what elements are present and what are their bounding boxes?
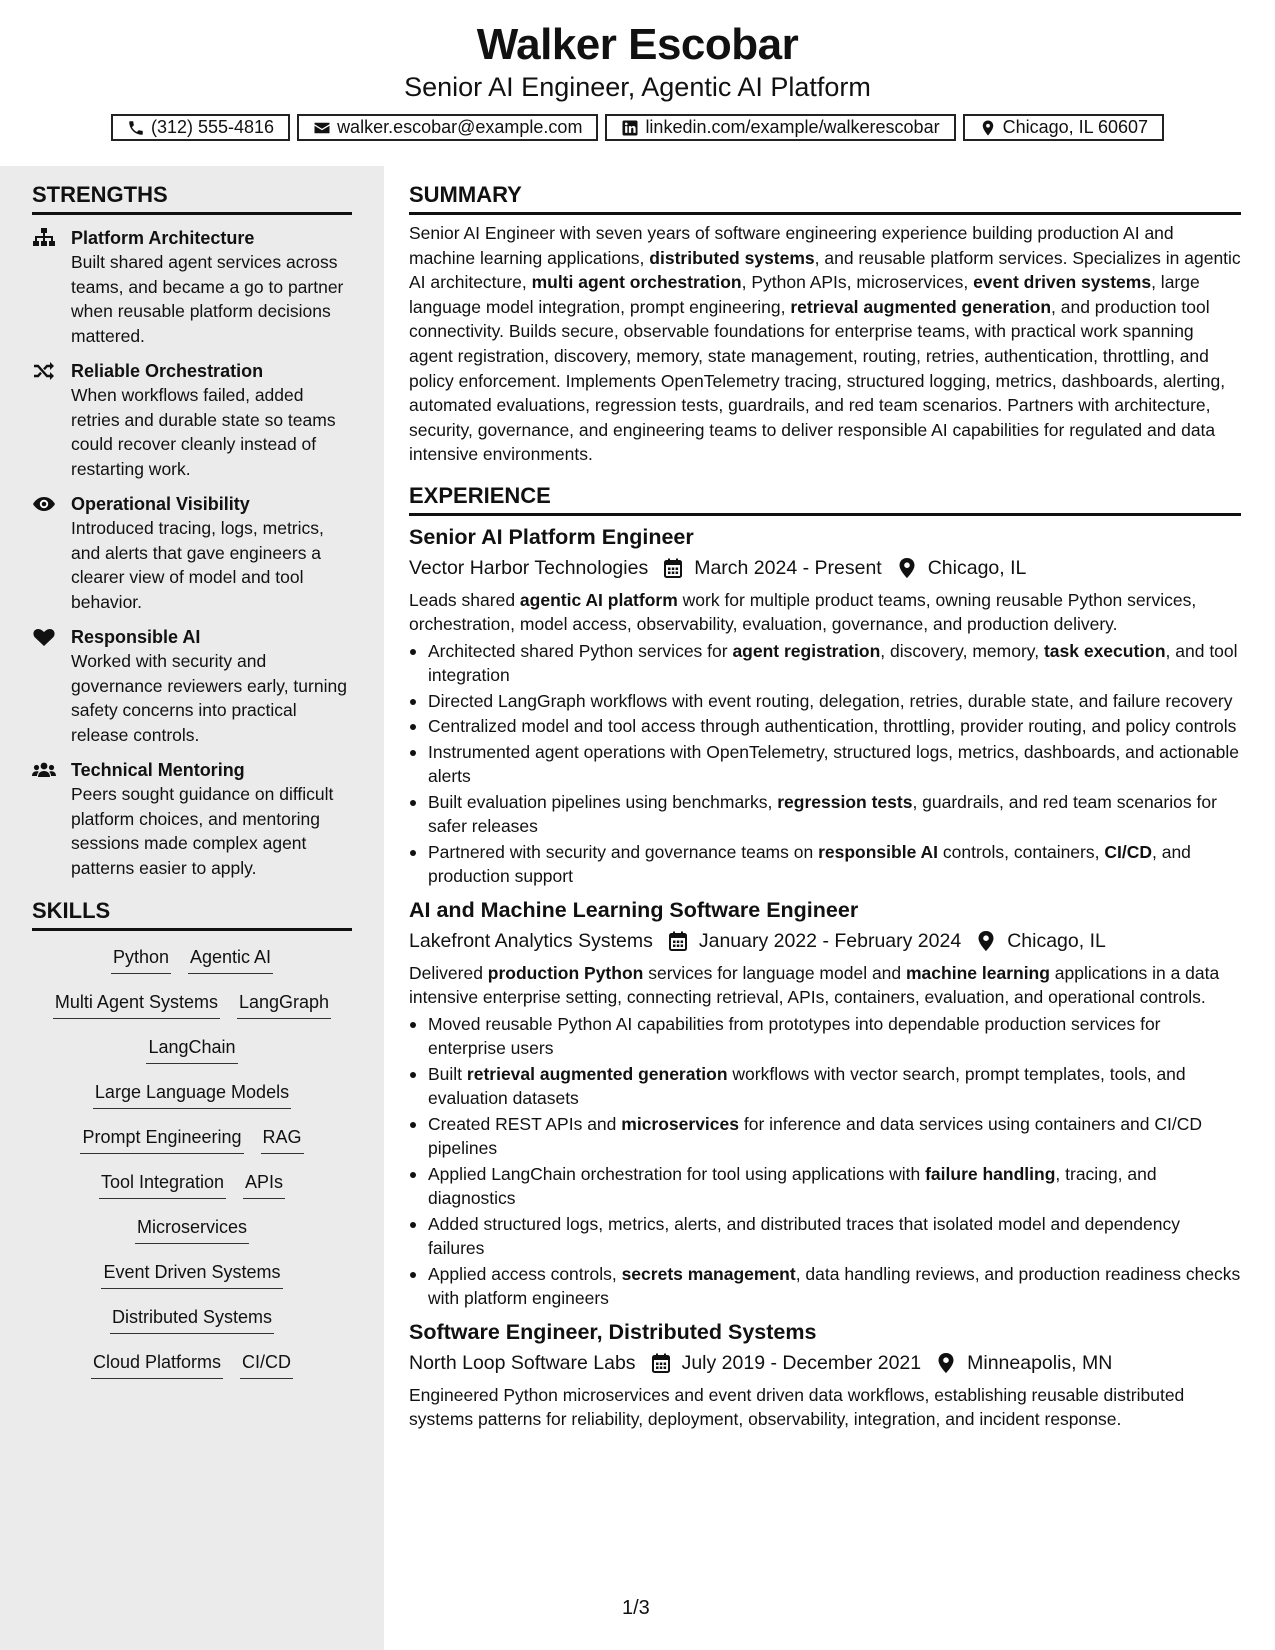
text-segment: Built	[428, 1063, 467, 1084]
users-icon	[32, 760, 56, 780]
strength-title: Reliable Orchestration	[71, 361, 264, 381]
summary-heading: SUMMARY	[409, 182, 1241, 215]
text-segment: , and production tool connectivity. Builds secure, observable foundations for enterprise teams, with practical work spanning agent registration, discovery, memory, state management, routing, retries, authentication, throttling, and policy enforcement. Implements OpenTelemetry tracing, structured logging, metrics, dashboards, alerting, automated evaluations, regression tests, guardrails, and red team scenarios. Partners with architecture, security, governance, and engineering teams to deliver responsible AI capabilities for regulated and data intensive environments.	[409, 296, 1226, 465]
text-segment: services for language model and	[643, 962, 906, 983]
calendar-icon	[664, 558, 682, 578]
text-segment: Leads shared	[409, 589, 520, 610]
sidebar	[0, 166, 384, 1650]
map-pin-icon	[898, 558, 916, 578]
emphasis-text: failure handling	[925, 1163, 1056, 1184]
skill-row	[32, 1350, 352, 1395]
contact-bar	[0, 114, 1275, 141]
skill-tag: RAG	[261, 1125, 304, 1154]
contact-location[interactable]	[963, 114, 1164, 141]
emphasis-text: machine learning	[906, 962, 1050, 983]
emphasis-text: multi agent orchestration	[531, 272, 742, 293]
text-segment: workflows with vector search, prompt templates, tools, and evaluation datasets	[428, 1063, 1186, 1109]
job-title: Senior AI Platform Engineer	[409, 524, 694, 549]
emphasis-text: agent registration	[732, 640, 881, 661]
calendar-icon	[652, 1353, 670, 1373]
skill-tag: Agentic AI	[188, 945, 273, 974]
map-pin-icon	[937, 1353, 955, 1373]
job-meta	[409, 926, 1241, 956]
emphasis-text: event driven systems	[973, 272, 1152, 293]
contact-email[interactable]	[297, 114, 598, 141]
strength-desc: Peers sought guidance on difficult platform choices, and mentoring sessions made complex agent patterns easier to apply.	[71, 784, 334, 878]
skill-tag: CI/CD	[240, 1350, 293, 1379]
phone-icon	[127, 119, 145, 137]
job-bullet	[409, 1262, 1241, 1311]
emphasis-text: distributed systems	[649, 247, 815, 268]
text-segment: Applied LangChain orchestration for tool using applications with	[428, 1163, 926, 1184]
job-bullet	[409, 689, 1241, 714]
job-description	[409, 961, 1241, 1010]
strength-item	[32, 359, 352, 481]
skill-row	[32, 1080, 352, 1125]
contact-phone[interactable]	[111, 114, 290, 141]
text-segment: Directed LangGraph workflows with event routing, delegation, retries, durable state, and failure recovery	[428, 690, 1233, 711]
job-bullet	[409, 714, 1241, 739]
candidate-name: Walker Escobar	[476, 20, 799, 69]
strength-item	[32, 625, 352, 747]
emphasis-text: production Python	[487, 962, 644, 983]
text-segment: Senior AI Engineer with seven years of software engineering experience building production AI and machine learning applications,	[409, 223, 1174, 268]
skills-list	[32, 945, 352, 1395]
job-bullets	[409, 1012, 1241, 1311]
job-bullet	[409, 1062, 1241, 1111]
summary-text	[409, 221, 1241, 467]
text-segment: controls, containers,	[938, 841, 1105, 862]
skill-tag: LangChain	[146, 1035, 237, 1064]
skill-row	[32, 1215, 352, 1260]
text-segment: work for multiple product teams, owning reusable Python services, orchestration, model access, observability, evaluation, governance, and production delivery.	[409, 589, 1197, 635]
job-title: AI and Machine Learning Software Engineer	[409, 897, 859, 922]
emphasis-text: retrieval augmented generation	[466, 1063, 728, 1084]
page-number: 1/3	[622, 1597, 650, 1619]
skill-tag: Large Language Models	[93, 1080, 291, 1109]
text-segment: Instrumented agent operations with OpenTelemetry, structured logs, metrics, dashboards, and actionable alerts	[428, 741, 1239, 787]
job-title: Software Engineer, Distributed Systems	[409, 1319, 817, 1344]
emphasis-text: secrets management	[621, 1263, 796, 1284]
job-company: Lakefront Analytics Systems	[409, 929, 653, 952]
calendar-icon	[669, 931, 687, 951]
contact-email-text: walker.escobar@example.com	[337, 117, 583, 137]
sitemap-icon	[32, 228, 56, 248]
skill-tag: Prompt Engineering	[80, 1125, 243, 1154]
text-segment: applications in a data intensive enterprise setting, connecting retrieval, APIs, containers, evaluation, and operational controls.	[409, 962, 1220, 1008]
job-meta	[409, 553, 1241, 583]
skill-row	[32, 1125, 352, 1170]
job-meta	[409, 1348, 1241, 1378]
skill-row	[32, 1035, 352, 1080]
strength-title: Technical Mentoring	[71, 760, 245, 780]
job-bullet	[409, 1212, 1241, 1261]
text-segment: Delivered	[409, 962, 488, 983]
job-dates: March 2024 - Present	[694, 556, 882, 579]
emphasis-text: regression tests	[777, 791, 913, 812]
strength-item	[32, 492, 352, 614]
text-segment: Engineered Python microservices and event driven data workflows, establishing reusable distributed systems patterns for reliability, deployment, observability, integration, and incident response.	[409, 1384, 1185, 1430]
skill-tag: Distributed Systems	[110, 1305, 274, 1334]
emphasis-text: CI/CD	[1104, 841, 1152, 862]
job-entry	[409, 1317, 1241, 1432]
resume-header	[0, 0, 1275, 166]
map-pin-icon	[977, 931, 995, 951]
text-segment: Added structured logs, metrics, alerts, and distributed traces that isolated model and dependency failures	[428, 1213, 1180, 1259]
skill-tag: APIs	[243, 1170, 285, 1199]
text-segment: , data handling reviews, and production readiness checks with platform engineers	[428, 1263, 1241, 1309]
strengths-heading: STRENGTHS	[32, 182, 352, 215]
strength-item	[32, 758, 352, 880]
strength-desc: Worked with security and governance reviewers early, turning safety concerns into practical release controls.	[71, 651, 347, 745]
linkedin-icon	[621, 119, 639, 137]
emphasis-text: task execution	[1043, 640, 1166, 661]
text-segment: Applied access controls,	[428, 1263, 622, 1284]
experience-heading: EXPERIENCE	[409, 483, 1241, 516]
job-bullet	[409, 639, 1241, 688]
job-bullets	[409, 639, 1241, 889]
emphasis-text: responsible AI	[818, 841, 939, 862]
contact-linkedin-text: linkedin.com/example/walkerescobar	[645, 117, 940, 137]
skills-heading: SKILLS	[32, 898, 352, 931]
skill-tag: Cloud Platforms	[91, 1350, 223, 1379]
contact-linkedin[interactable]	[605, 114, 955, 141]
emphasis-text: retrieval augmented generation	[790, 296, 1052, 317]
job-description	[409, 1383, 1241, 1432]
emphasis-text: microservices	[621, 1113, 739, 1134]
job-bullet	[409, 790, 1241, 839]
experience-list	[409, 522, 1241, 1432]
skills-section	[32, 898, 352, 1395]
strength-desc: Built shared agent services across teams, and became a go to partner when reusable platform decisions mattered.	[71, 252, 344, 346]
job-company: Vector Harbor Technologies	[409, 556, 649, 579]
text-segment: , and tool integration	[428, 640, 1238, 686]
skill-row	[32, 945, 352, 990]
text-segment: Partnered with security and governance teams on	[428, 841, 819, 862]
contact-location-text: Chicago, IL 60607	[1002, 117, 1149, 137]
text-segment: Moved reusable Python AI capabilities from prototypes into dependable production services for enterprise users	[428, 1013, 1161, 1059]
text-segment: Built evaluation pipelines using benchmarks,	[428, 791, 778, 812]
strength-title: Platform Architecture	[71, 228, 255, 248]
job-dates: January 2022 - February 2024	[698, 929, 962, 952]
contact-phone-text: (312) 555-4816	[150, 117, 275, 137]
job-bullet	[409, 1162, 1241, 1211]
job-description	[409, 588, 1241, 637]
skill-tag: Python	[111, 945, 171, 974]
text-segment: , tracing, and diagnostics	[428, 1163, 1157, 1209]
text-segment: , discovery, memory,	[880, 640, 1044, 661]
text-segment: , and reusable platform services. Specializes in agentic AI architecture,	[409, 247, 1241, 293]
map-pin-icon	[979, 119, 997, 137]
shuffle-icon	[32, 361, 56, 381]
skill-tag: Microservices	[135, 1215, 249, 1244]
job-company: North Loop Software Labs	[409, 1351, 636, 1374]
job-bullet	[409, 840, 1241, 889]
job-dates: July 2019 - December 2021	[681, 1351, 922, 1374]
skill-row	[32, 1305, 352, 1350]
strength-item	[32, 226, 352, 348]
candidate-title: Senior AI Engineer, Agentic AI Platform	[404, 72, 871, 102]
skill-tag: Multi Agent Systems	[53, 990, 220, 1019]
job-bullet	[409, 740, 1241, 789]
emphasis-text: agentic AI platform	[519, 589, 678, 610]
text-segment: , guardrails, and red team scenarios for safer releases	[428, 791, 1217, 837]
job-entry	[409, 895, 1241, 1311]
skill-tag: Event Driven Systems	[101, 1260, 282, 1289]
skill-row	[32, 1170, 352, 1215]
strength-title: Responsible AI	[71, 627, 201, 647]
main-column	[409, 166, 1241, 1432]
skill-row	[32, 990, 352, 1035]
strength-desc: Introduced tracing, logs, metrics, and alerts that gave engineers a clearer view of model and tool behavior.	[71, 518, 324, 612]
strength-title: Operational Visibility	[71, 494, 250, 514]
job-location: Minneapolis, MN	[967, 1351, 1113, 1374]
eye-icon	[32, 494, 56, 514]
heart-icon	[32, 627, 56, 647]
skill-tag: Tool Integration	[99, 1170, 226, 1199]
text-segment: Architected shared Python services for	[428, 640, 733, 661]
strength-desc: When workflows failed, added retries and durable state so teams could recover cleanly instead of restarting work.	[71, 385, 336, 479]
skill-row	[32, 1260, 352, 1305]
job-entry	[409, 522, 1241, 889]
text-segment: Created REST APIs and	[428, 1113, 622, 1134]
job-location: Chicago, IL	[1007, 929, 1106, 952]
text-segment: , and production support	[428, 841, 1191, 887]
job-bullet	[409, 1112, 1241, 1161]
text-segment: for inference and data services using containers and CI/CD pipelines	[428, 1113, 1203, 1159]
skill-tag: LangGraph	[237, 990, 331, 1019]
envelope-icon	[313, 119, 331, 137]
text-segment: Centralized model and tool access through authentication, throttling, provider routing, and policy controls	[428, 716, 1237, 737]
job-location: Chicago, IL	[927, 556, 1027, 579]
text-segment: , Python APIs, microservices,	[741, 272, 974, 293]
text-segment: , large language model integration, prompt engineering,	[409, 272, 1200, 317]
job-bullet	[409, 1012, 1241, 1061]
